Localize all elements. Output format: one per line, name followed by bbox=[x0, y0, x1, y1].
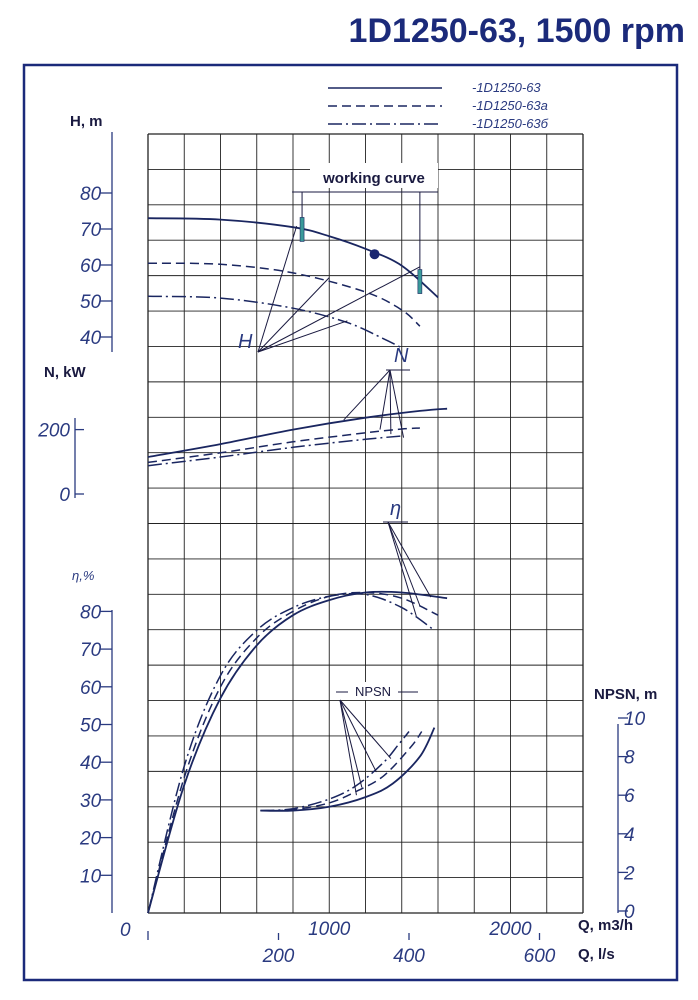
eta-curve-label: η bbox=[390, 498, 402, 520]
x-secondary-tick-label: 600 bbox=[523, 946, 556, 967]
eta-axis-tick-label: 80 bbox=[80, 602, 102, 624]
x-secondary-tick-label: 400 bbox=[393, 946, 425, 967]
eta-axis-tick-label: 30 bbox=[80, 790, 102, 812]
series-h-dashed bbox=[148, 263, 420, 326]
h-axis-label: H, m bbox=[70, 113, 103, 130]
npsh-axis-tick-label: 6 bbox=[624, 786, 635, 808]
h-axis-tick-label: 60 bbox=[80, 256, 102, 277]
npsh-axis-tick-label: 10 bbox=[624, 709, 646, 730]
h-axis-tick-label: 80 bbox=[80, 184, 102, 205]
working-range-marker bbox=[418, 270, 422, 294]
series-eta-solid bbox=[148, 592, 447, 913]
h-leader-line bbox=[258, 267, 420, 352]
series-curves bbox=[148, 218, 447, 913]
legend-label: -1D1250-63a bbox=[472, 98, 548, 113]
duty-point bbox=[370, 249, 380, 259]
eta-axis-tick-label: 70 bbox=[80, 640, 102, 662]
h-axis-tick-label: 40 bbox=[80, 328, 102, 349]
eta-axis-tick-label: 50 bbox=[80, 715, 102, 737]
x-primary-label: Q, m3/h bbox=[578, 917, 634, 934]
n-axis-label: N, kW bbox=[44, 364, 86, 381]
series-h-dashdot bbox=[148, 296, 402, 348]
npsh-axis-tick-label: 4 bbox=[624, 824, 635, 846]
x-origin-label: 0 bbox=[120, 920, 131, 941]
legend-label: -1D1250-63б bbox=[472, 116, 548, 131]
h-axis-tick-label: 50 bbox=[80, 292, 102, 313]
chart-frame bbox=[24, 65, 677, 980]
npsn-label: NPSN bbox=[354, 684, 392, 699]
h-axis-tick-label: 70 bbox=[80, 220, 102, 241]
h-leader-line bbox=[258, 278, 329, 352]
npsh-axis-tick-label: 2 bbox=[624, 863, 635, 885]
npsh-axis-tick-label: 0 bbox=[624, 902, 635, 923]
x-primary-tick-label: 1000 bbox=[308, 919, 351, 940]
page-title: 1D1250-63, 1500 rpm bbox=[348, 12, 685, 50]
eta-axis-tick-label: 60 bbox=[80, 677, 102, 699]
x-secondary-tick-label: 200 bbox=[262, 946, 295, 967]
n-axis-tick-label: 0 bbox=[59, 485, 70, 506]
eta-axis-tick-label: 20 bbox=[80, 828, 102, 850]
h-curve-label: H bbox=[238, 331, 253, 353]
series-n-dashed bbox=[148, 428, 420, 462]
npsh-axis-tick-label: 8 bbox=[624, 747, 635, 769]
x-secondary-label: Q, l/s bbox=[578, 946, 615, 963]
working-curve-label: working curve bbox=[323, 170, 425, 187]
eta-axis-label: η,% bbox=[72, 568, 95, 583]
npsn-leader-line bbox=[340, 700, 356, 795]
h-leader-line bbox=[258, 226, 297, 352]
eta-leader-line bbox=[388, 522, 431, 597]
n-curve-label: N bbox=[394, 345, 409, 367]
x-primary-tick-label: 2000 bbox=[489, 919, 532, 940]
eta-axis-tick-label: 40 bbox=[80, 753, 102, 775]
legend bbox=[328, 80, 549, 131]
n-axis-tick-label: 200 bbox=[38, 420, 70, 442]
npsh-axis-label: NPSN, m bbox=[594, 686, 658, 703]
working-range-marker bbox=[300, 217, 304, 241]
n-leader-line bbox=[390, 370, 391, 434]
legend-label: -1D1250-63 bbox=[472, 80, 541, 95]
eta-axis-tick-label: 10 bbox=[80, 866, 102, 888]
h-leader-line bbox=[258, 321, 347, 352]
